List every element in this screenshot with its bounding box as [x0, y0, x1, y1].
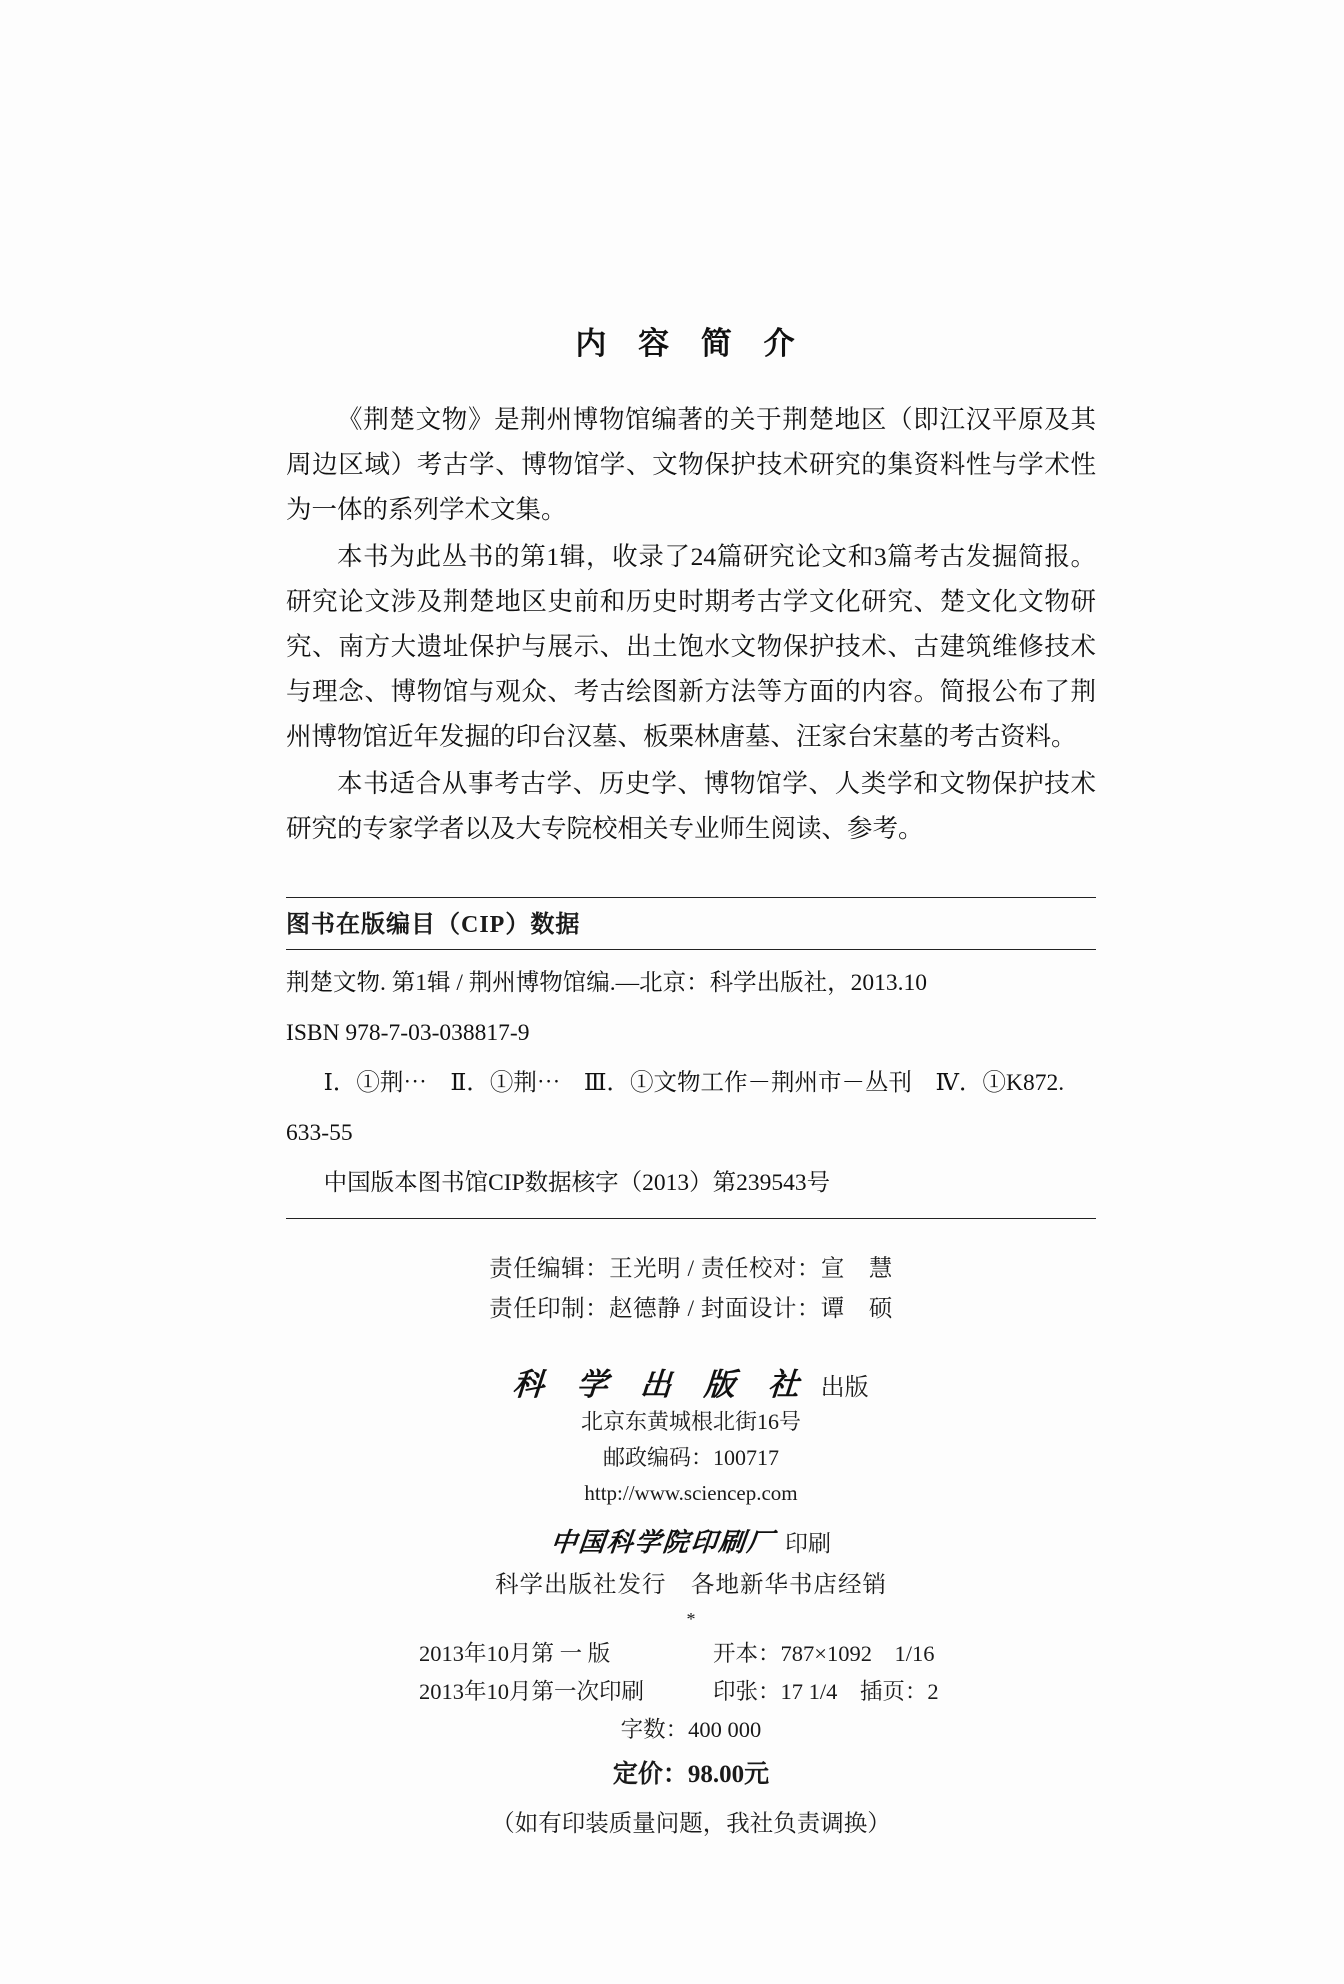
printer-line: [286, 1522, 1096, 1559]
cip-bottom-rule: [286, 1218, 1096, 1219]
publisher-postcode: 邮政编码：100717: [602, 1445, 779, 1470]
printer-suffix-label: 印刷: [785, 1531, 831, 1556]
distribution-line: 科学出版社发行 各地新华书店经销: [495, 1572, 887, 1598]
cip-line-classification: Ⅰ．①荆⋯ Ⅱ．①荆⋯ Ⅲ．①文物工作－荆州市－丛刊 Ⅳ．①K872.: [323, 1070, 1065, 1096]
credits-editor-line: 责任编辑：王光明 / 责任校对：宣 慧: [489, 1256, 893, 1282]
press-suffix-label: 出版: [820, 1375, 869, 1401]
publisher-address: 北京东黄城根北街16号: [580, 1409, 801, 1434]
cip-heading: 图书在版编目（CIP）数据: [286, 912, 581, 938]
cip-line-isbn: ISBN 978-7-03-038817-9: [286, 1020, 530, 1046]
cip-body: [286, 950, 1096, 1218]
page-content: [286, 318, 1096, 1845]
imprint-sheets: 印张：17 1/4 插页：2: [713, 1679, 939, 1704]
page-title: 内 容 简 介: [575, 326, 807, 361]
science-press-logo: 科 学 出 版 社: [511, 1367, 812, 1403]
intro-paragraph-1: 《荆楚文物》是荆州博物馆编著的关于荆楚地区（即江汉平原及其周边区域）考古学、博物馆学、文物保护技术研究的集资料性与学术性为一体的系列学术文集。: [286, 405, 1096, 524]
cip-block: [286, 897, 1096, 1219]
imprint-block: [286, 1635, 1096, 1845]
credits-block: [286, 1249, 1096, 1329]
imprint-row-printing: [286, 1673, 1096, 1711]
printer-logo: 中国科学院印刷厂: [549, 1528, 777, 1558]
imprint-quality-note: （如有印装质量问题，我社负责调换）: [491, 1811, 891, 1837]
imprint-edition-date: 2013年10月第 一 版: [419, 1641, 611, 1666]
publisher-block: [286, 1359, 1096, 1631]
cip-line-registry: 中国版本图书馆CIP数据核字（2013）第239543号: [323, 1170, 831, 1196]
cip-line-title: 荆楚文物. 第1辑 / 荆州博物馆编.—北京：科学出版社，2013.10: [286, 970, 928, 996]
imprint-print-date: 2013年10月第一次印刷: [419, 1679, 645, 1704]
press-line: [286, 1359, 1096, 1404]
imprint-word-count: 字数：400 000: [620, 1717, 762, 1742]
imprint-format: 开本：787×1092 1/16: [713, 1641, 935, 1666]
imprint-row-edition: [286, 1635, 1096, 1673]
credits-production-line: 责任印制：赵德静 / 封面设计：谭 硕: [489, 1296, 893, 1322]
introduction-block: [286, 397, 1096, 851]
imprint-price: 定价：98.00元: [612, 1761, 770, 1788]
cip-line-classification-cont: 633-55: [286, 1120, 353, 1146]
separator-asterisk: *: [686, 1609, 696, 1629]
publisher-url: http://www.sciencep.com: [584, 1481, 798, 1505]
intro-paragraph-3: 本书适合从事考古学、历史学、博物馆学、人类学和文物保护技术研究的专家学者以及大专院校相关专业师生阅读、参考。: [286, 769, 1096, 843]
intro-paragraph-2: 本书为此丛书的第1辑，收录了24篇研究论文和3篇考古发掘简报。研究论文涉及荆楚地区史前和历史时期考古学文化研究、楚文化文物研究、南方大遗址保护与展示、出土饱水文物保护技术、古建筑维修技术与理念、博物馆与观众、考古绘图新方法等方面的内容。简报公布了荆州博物馆近年发掘的印台汉墓、板栗林唐墓、汪家台宋墓的考古资料。: [286, 542, 1096, 751]
